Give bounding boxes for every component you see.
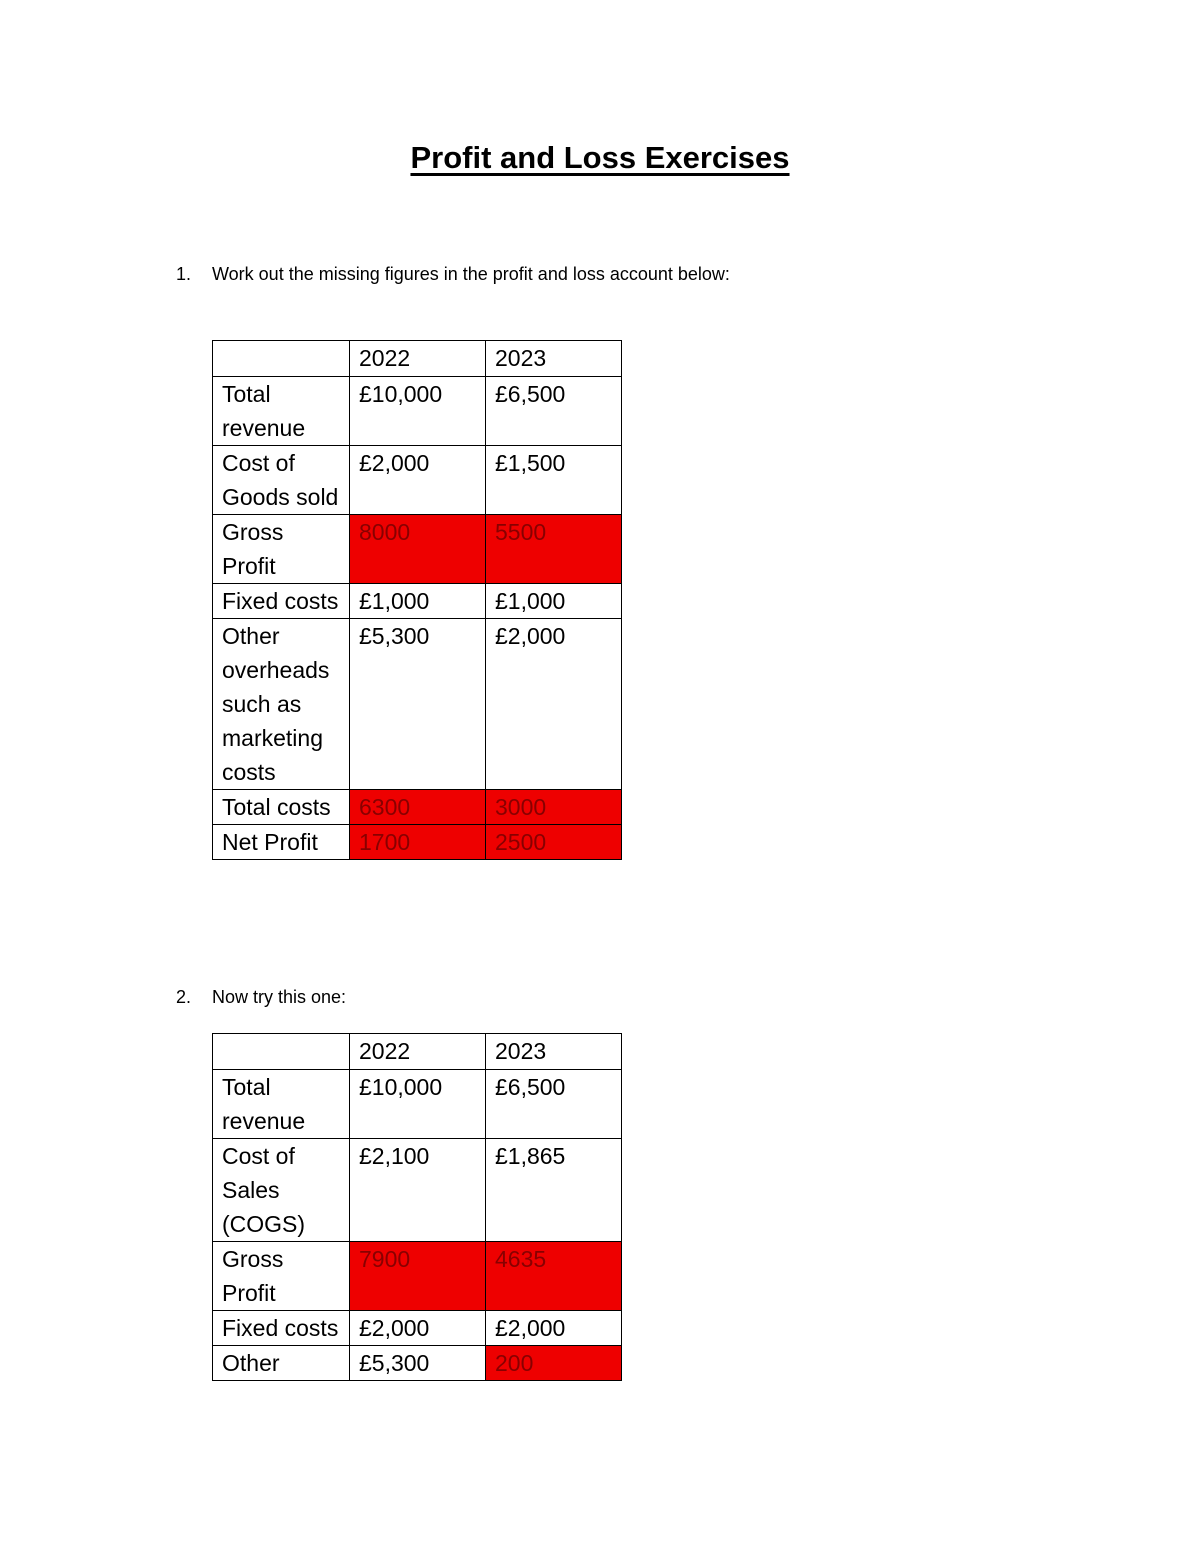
value-2023: £6,500 xyxy=(486,1070,622,1139)
table-row xyxy=(213,619,622,790)
table-row xyxy=(213,1070,622,1139)
value-2022: £2,000 xyxy=(350,1311,486,1346)
row-label: Total revenue xyxy=(213,377,350,446)
row-label: Fixed costs xyxy=(213,1311,350,1346)
answer-value-2023: 2500 xyxy=(486,825,622,860)
row-label: Gross Profit xyxy=(213,1242,350,1311)
value-2022: £10,000 xyxy=(350,1070,486,1139)
profit-loss-table-1 xyxy=(212,340,622,860)
header-cell-2023: 2023 xyxy=(486,341,622,377)
answer-value-2023: 4635 xyxy=(486,1242,622,1311)
table-row xyxy=(213,790,622,825)
profit-loss-table-2 xyxy=(212,1033,622,1381)
table-row xyxy=(213,377,622,446)
answer-value-2022: 7900 xyxy=(350,1242,486,1311)
table-row xyxy=(213,1311,622,1346)
table-row xyxy=(213,446,622,515)
answer-value-2023: 3000 xyxy=(486,790,622,825)
instruction-text: Now try this one: xyxy=(212,987,347,1007)
header-cell-2023: 2023 xyxy=(486,1034,622,1070)
row-label: Gross Profit xyxy=(213,515,350,584)
value-2023: £2,000 xyxy=(486,619,622,790)
row-label: Other overheads such as marketing costs xyxy=(213,619,350,790)
value-2023: £2,000 xyxy=(486,1311,622,1346)
value-2023: £1,865 xyxy=(486,1139,622,1242)
answer-value-2022: 8000 xyxy=(350,515,486,584)
table-row xyxy=(213,584,622,619)
exercise-1-instruction xyxy=(176,264,730,285)
row-label: Total revenue xyxy=(213,1070,350,1139)
table-row xyxy=(213,1346,622,1381)
answer-value-2022: 1700 xyxy=(350,825,486,860)
table-row xyxy=(213,825,622,860)
value-2023: £1,000 xyxy=(486,584,622,619)
answer-value-2022: 6300 xyxy=(350,790,486,825)
list-number: 2. xyxy=(176,987,192,1007)
page-title: Profit and Loss Exercises xyxy=(410,140,790,175)
header-cell-2022: 2022 xyxy=(350,1034,486,1070)
value-2022: £2,100 xyxy=(350,1139,486,1242)
header-cell-empty xyxy=(213,341,350,377)
row-label: Cost of Sales (COGS) xyxy=(213,1139,350,1242)
table-row xyxy=(213,515,622,584)
table-row xyxy=(213,1139,622,1242)
row-label: Fixed costs xyxy=(213,584,350,619)
answer-value-2023: 5500 xyxy=(486,515,622,584)
value-2022: £5,300 xyxy=(350,619,486,790)
row-label: Cost of Goods sold xyxy=(213,446,350,515)
value-2022: £10,000 xyxy=(350,377,486,446)
header-cell-empty xyxy=(213,1034,350,1070)
value-2023: £1,500 xyxy=(486,446,622,515)
table-row xyxy=(213,1242,622,1311)
value-2023: £6,500 xyxy=(486,377,622,446)
exercise-2-instruction xyxy=(176,987,346,1008)
row-label: Total costs xyxy=(213,790,350,825)
instruction-text: Work out the missing figures in the profit and loss account below: xyxy=(212,264,730,284)
value-2022: £2,000 xyxy=(350,446,486,515)
list-number: 1. xyxy=(176,264,192,284)
row-label: Net Profit xyxy=(213,825,350,860)
value-2022: £5,300 xyxy=(350,1346,486,1381)
answer-value-2023: 200 xyxy=(486,1346,622,1381)
table-header-row xyxy=(213,1034,622,1070)
table-header-row xyxy=(213,341,622,377)
header-cell-2022: 2022 xyxy=(350,341,486,377)
row-label: Other xyxy=(213,1346,350,1381)
value-2022: £1,000 xyxy=(350,584,486,619)
